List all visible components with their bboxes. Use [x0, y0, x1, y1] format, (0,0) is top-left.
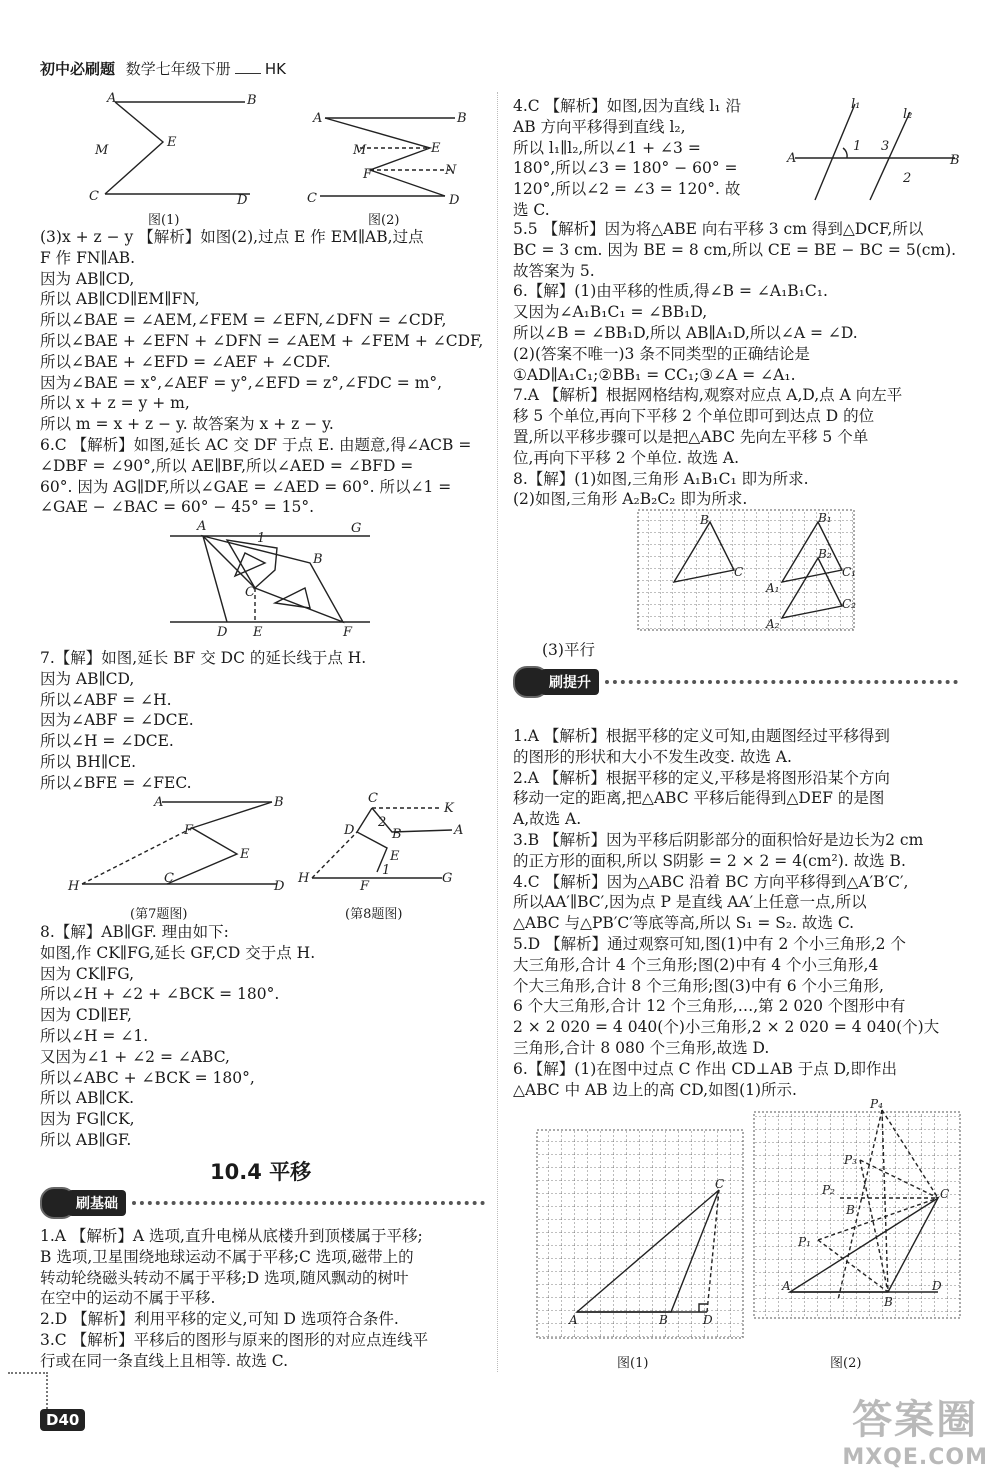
text-line: 8.【解】AB∥GF. 理由如下: — [40, 923, 229, 941]
svg-text:B: B — [659, 1313, 668, 1327]
text-line: 60°. 因为 AG∥DF,所以∠GAE = ∠AED = 60°. 所以∠1 = — [40, 477, 452, 496]
text-line: BC = 3 cm. 因为 BE = 8 cm,所以 CE = BE − BC = 5(cm). — [513, 240, 957, 259]
svg-text:F: F — [184, 823, 194, 838]
text-line: 2.D 【解析】利用平移的定义,可知 D 选项符合条件. — [40, 1310, 399, 1329]
grid1-caption: 图(1) — [617, 1356, 649, 1371]
svg-text:A: A — [197, 519, 207, 534]
text-line: ∠DBF = ∠90°,所以 AE∥BF,所以∠AED = ∠BFD = — [40, 456, 414, 475]
text-line: 1.A 【解析】A 选项,直升电梯从底楼升到顶楼属于平移; — [40, 1227, 423, 1245]
text-line: 6.C 【解析】如图,延长 AC 交 DF 于点 E. 由题意,得∠ACB = — [40, 436, 472, 454]
svg-text:l₁: l₁ — [851, 97, 861, 112]
svg-text:B: B — [457, 111, 467, 126]
svg-text:C: C — [164, 871, 174, 886]
parallel-lines-figure — [785, 92, 965, 202]
text-line: 3.C 【解析】平移后的图形与原来的图形的对应点连线平 — [40, 1330, 429, 1349]
text-line: △ABC 中 AB 边上的高 CD,如图(1)所示. — [513, 1080, 797, 1099]
text-line: 120°,所以∠2 = ∠3 = 120°. 故 — [513, 180, 741, 199]
fig2-caption: 图(2) — [368, 213, 400, 228]
text-line: ∠GAE − ∠BAC = 60° − 45° = 15°. — [40, 498, 315, 517]
fig1-caption: 图(1) — [148, 213, 180, 228]
left-top-block — [40, 227, 483, 435]
watermark-title: 答案圈 — [852, 1397, 979, 1443]
column-divider — [497, 92, 498, 1372]
left-q7-block — [40, 648, 366, 794]
text-line: 又因为∠1 + ∠2 = ∠ABC, — [40, 1047, 230, 1066]
badge-basic-label: 刷基础 — [68, 1190, 126, 1216]
text-line: 所以∠B = ∠BB₁D,所以 AB∥A₁D,所以∠A = ∠D. — [513, 323, 858, 342]
text-line: 所以∠BFE = ∠FEC. — [40, 773, 192, 792]
svg-text:A: A — [787, 151, 797, 166]
text-line: 位,再向下平移 2 个单位. 故选 A. — [513, 448, 740, 467]
set-square-figure — [165, 518, 385, 643]
text-line: F 作 FN∥AB. — [40, 248, 136, 267]
text-line: 所以 AB∥CK. — [40, 1089, 135, 1108]
watermark — [842, 1388, 988, 1470]
svg-text:D: D — [703, 1313, 713, 1327]
svg-text:E: E — [167, 135, 177, 150]
text-line: 4.C 【解析】如图,因为直线 l₁ 沿 — [513, 97, 742, 115]
svg-text:E: E — [431, 141, 441, 156]
text-line: 3.B 【解析】因为平移后阴影部分的面积恰好是边长为2 cm — [513, 830, 924, 849]
svg-text:A: A — [154, 795, 164, 810]
text-line: 所以∠H = ∠1. — [40, 1026, 149, 1045]
svg-text:A: A — [782, 1279, 791, 1293]
svg-text:A₁: A₁ — [766, 581, 780, 595]
svg-text:C: C — [368, 791, 378, 806]
svg-text:K: K — [444, 801, 454, 816]
fig8-caption: (第8题图) — [345, 907, 403, 922]
text-line: 180°,所以∠3 = 180° − 60° = — [513, 159, 738, 178]
text-line: 所以∠BAE + ∠EFD = ∠AEF + ∠CDF. — [40, 352, 331, 371]
text-line: ①AD∥A₁C₁;②BB₁ = CC₁;③∠A = ∠A₁. — [513, 365, 796, 384]
svg-text:D: D — [217, 625, 228, 640]
svg-text:G: G — [351, 521, 362, 536]
text-line: 选 C. — [513, 200, 550, 219]
text-line: 的正方形的面积,所以 S阴影 = 2 × 2 = 4(cm²). 故选 B. — [513, 851, 906, 870]
svg-text:B₁: B₁ — [818, 511, 832, 525]
text-line: △ABC 与△PB′C′等底等高,所以 S₁ = S₂. 故选 C. — [513, 914, 855, 933]
book-title: 初中必刷题 — [40, 60, 116, 78]
svg-text:B: B — [313, 552, 323, 567]
section-title: 10.4 平移 — [210, 1160, 312, 1184]
altitude-grid-figure — [535, 1128, 745, 1340]
svg-text:P₂: P₂ — [822, 1183, 835, 1197]
svg-text:B: B — [950, 153, 960, 168]
svg-text:C: C — [734, 565, 744, 579]
text-line: 置,所以平移步骤可以是把△ABC 先向左平移 5 个单 — [513, 427, 869, 446]
svg-text:1: 1 — [382, 863, 391, 878]
text-line: AB 方向平移得到直线 l₂, — [513, 117, 686, 136]
right-q5-8-block — [513, 219, 956, 510]
text-line: 因为 CK∥FG, — [40, 964, 135, 983]
svg-text:E: E — [253, 625, 263, 640]
svg-text:D: D — [449, 193, 460, 208]
text-line: 又因为∠A₁B₁C₁ = ∠BB₁D, — [513, 303, 708, 322]
right-q4-block — [513, 96, 741, 221]
text-line: 行或在同一条直线上且相等. 故选 C. — [40, 1351, 289, 1370]
zigzag-figures — [85, 90, 485, 220]
text-line: 个大三角形,合计 8 个三角形;图(3)中有 6 个小三角形, — [513, 976, 884, 995]
text-line: 7.【解】如图,延长 BF 交 DC 的延长线于点 H. — [40, 649, 367, 667]
edition-label: HK — [264, 60, 286, 78]
right-up-block — [513, 726, 939, 1100]
svg-text:C₂: C₂ — [842, 597, 856, 611]
left-q8-block — [40, 922, 315, 1151]
svg-text:D: D — [237, 193, 248, 208]
text-line: 所以 x + z = y + m, — [40, 394, 190, 413]
svg-text:F: F — [363, 167, 373, 182]
svg-text:H: H — [298, 871, 310, 886]
svg-text:M: M — [95, 143, 109, 158]
text-line: 6.【解】(1)在图中过点 C 作出 CD⊥AB 于点 D,即作出 — [513, 1059, 897, 1078]
svg-text:B: B — [846, 1203, 855, 1217]
svg-text:G: G — [442, 871, 453, 886]
text-line: 所以∠H + ∠2 + ∠BCK = 180°. — [40, 985, 280, 1004]
grid2-caption: 图(2) — [830, 1356, 862, 1371]
text-line: (2)如图,三角形 A₂B₂C₂ 即为所求. — [513, 490, 748, 509]
svg-text:C: C — [245, 585, 255, 600]
svg-text:D: D — [274, 879, 285, 894]
q7-q8-figures — [62, 790, 472, 900]
svg-text:D: D — [344, 823, 355, 838]
text-line: 在空中的运动不属于平移. — [40, 1289, 216, 1308]
text-line: 故答案为 5. — [513, 261, 595, 280]
svg-text:A: A — [569, 1313, 578, 1327]
svg-text:1: 1 — [257, 531, 266, 546]
left-q6-block — [40, 435, 471, 518]
text-line: 因为 AB∥CD, — [40, 669, 135, 688]
svg-text:B: B — [700, 513, 709, 527]
svg-text:1: 1 — [853, 139, 862, 154]
svg-text:B: B — [274, 795, 284, 810]
text-line: 所以AA′∥BC′,因为点 P 是直线 AA′上任意一点,所以 — [513, 893, 867, 912]
svg-text:l₂: l₂ — [903, 107, 913, 122]
svg-text:C: C — [940, 1187, 950, 1201]
svg-text:N: N — [445, 163, 457, 178]
svg-text:E: E — [240, 847, 250, 862]
svg-text:C₁: C₁ — [842, 565, 856, 579]
svg-text:B: B — [392, 827, 402, 842]
text-line: 所以∠H = ∠DCE. — [40, 732, 174, 751]
text-line: (2)(答案不唯一)3 条不同类型的正确结论是 — [513, 344, 810, 363]
text-line: 所以 AB∥GF. — [40, 1130, 132, 1149]
text-line: 6.【解】(1)由平移的性质,得∠B = ∠A₁B₁C₁. — [513, 282, 828, 301]
svg-text:H: H — [68, 879, 80, 894]
text-line: 2.A 【解析】根据平移的定义,平移是将图形沿某个方向 — [513, 768, 890, 787]
svg-text:M: M — [353, 143, 367, 158]
text-line: (3)x + z − y 【解析】如图(2),过点 E 作 EM∥AB,过点 — [40, 228, 424, 246]
text-line: 移动一定的距离,把△ABC 平移后能得到△DEF 的是图 — [513, 789, 885, 808]
text-line: 所以 BH∥CE. — [40, 752, 137, 771]
page-number: D40 — [40, 1409, 85, 1431]
svg-text:A: A — [107, 91, 117, 106]
fig7-caption: (第7题图) — [130, 907, 188, 922]
text-line: 8.【解】(1)如图,三角形 A₁B₁C₁ 即为所求. — [513, 469, 809, 488]
text-line: 因为∠BAE = x°,∠AEF = y°,∠EFD = z°,∠FDC = m°, — [40, 373, 443, 392]
text-line: 因为∠ABF = ∠DCE. — [40, 711, 194, 730]
svg-text:3: 3 — [881, 139, 890, 154]
text-line: 所以∠ABC + ∠BCK = 180°, — [40, 1068, 255, 1087]
svg-text:F: F — [343, 625, 353, 640]
text-line: 6 个大三角形,合计 12 个三角形,…,第 2 020 个图形中有 — [513, 997, 906, 1016]
svg-text:D: D — [932, 1279, 942, 1293]
svg-text:A₂: A₂ — [766, 617, 780, 631]
right-q8-3: (3)平行 — [542, 641, 595, 659]
watermark-url: MXQE.COM — [842, 1445, 988, 1470]
svg-text:P₃: P₃ — [844, 1153, 857, 1167]
text-line: 5.5 【解析】因为将△ABE 向右平移 3 cm 得到△DCF,所以 — [513, 220, 924, 238]
svg-text:B: B — [884, 1295, 893, 1309]
text-line: 因为 CD∥EF, — [40, 1006, 132, 1025]
left-basic-block — [40, 1226, 428, 1372]
text-line: 1.A 【解析】根据平移的定义可知,由题图经过平移得到 — [513, 727, 890, 745]
text-line: 移 5 个单位,再向下平移 2 个单位即可到达点 D 的位 — [513, 407, 875, 426]
text-line: 所以∠BAE = ∠AEM,∠FEM = ∠EFN,∠DFN = ∠CDF, — [40, 311, 447, 330]
svg-text:A: A — [454, 823, 464, 838]
text-line: 转动轮绕磁头转动不属于平移;D 选项,随风飘动的树叶 — [40, 1268, 409, 1287]
svg-text:2: 2 — [903, 171, 912, 186]
svg-text:C: C — [307, 191, 317, 206]
text-line: 如图,作 CK∥FG,延长 GF,CD 交于点 H. — [40, 943, 316, 962]
text-line: 所以 l₁∥l₂,所以∠1 + ∠3 = — [513, 138, 701, 157]
svg-text:P₁: P₁ — [798, 1235, 811, 1249]
points-grid-figure — [752, 1090, 962, 1340]
text-line: 所以∠BAE + ∠EFN + ∠DFN = ∠AEM + ∠FEM + ∠CDF, — [40, 331, 484, 350]
badge-basic — [40, 1187, 485, 1219]
text-line: 因为 AB∥CD, — [40, 269, 135, 288]
text-line: 大三角形,合计 4 个三角形;图(2)中有 4 个小三角形,4 — [513, 955, 879, 974]
text-line: 所以∠ABF = ∠H. — [40, 690, 172, 709]
text-line: 三角形,合计 8 080 个三角形,故选 D. — [513, 1038, 770, 1057]
svg-text:F: F — [360, 879, 370, 894]
svg-text:A: A — [313, 111, 323, 126]
svg-text:C: C — [89, 189, 99, 204]
text-line: 5.D 【解析】通过观察可知,图(1)中有 2 个小三角形,2 个 — [513, 934, 906, 953]
svg-text:2: 2 — [378, 815, 387, 830]
subject-title: 数学七年级下册 — [125, 60, 231, 78]
running-header — [40, 58, 286, 79]
text-line: 2 × 2 020 = 4 040(个)小三角形,2 × 2 020 = 4 040(个)大 — [513, 1018, 940, 1037]
svg-text:C: C — [715, 1177, 725, 1191]
svg-text:P₄: P₄ — [870, 1097, 883, 1111]
svg-text:E: E — [390, 849, 400, 864]
text-line: B 选项,卫星围绕地球运动不属于平移;C 选项,磁带上的 — [40, 1247, 414, 1266]
text-line: 7.A 【解析】根据网格结构,观察对应点 A,D,点 A 向左平 — [513, 386, 903, 405]
svg-text:B: B — [247, 93, 257, 108]
svg-text:B₂: B₂ — [818, 547, 832, 561]
translation-grid-figure — [636, 508, 856, 634]
text-line: 因为 FG∥CK, — [40, 1110, 135, 1129]
text-line: 所以 m = x + z − y. 故答案为 x + z − y. — [40, 415, 334, 434]
badge-up-label: 刷提升 — [541, 669, 599, 695]
text-line: A,故选 A. — [513, 810, 582, 829]
badge-up — [513, 666, 958, 698]
text-line: 4.C 【解析】因为△ABC 沿着 BC 方向平移得到△A′B′C′, — [513, 872, 909, 891]
text-line: 的图形的形状和大小不发生改变. 故选 A. — [513, 747, 792, 766]
text-line: 所以 AB∥CD∥EM∥FN, — [40, 290, 200, 309]
